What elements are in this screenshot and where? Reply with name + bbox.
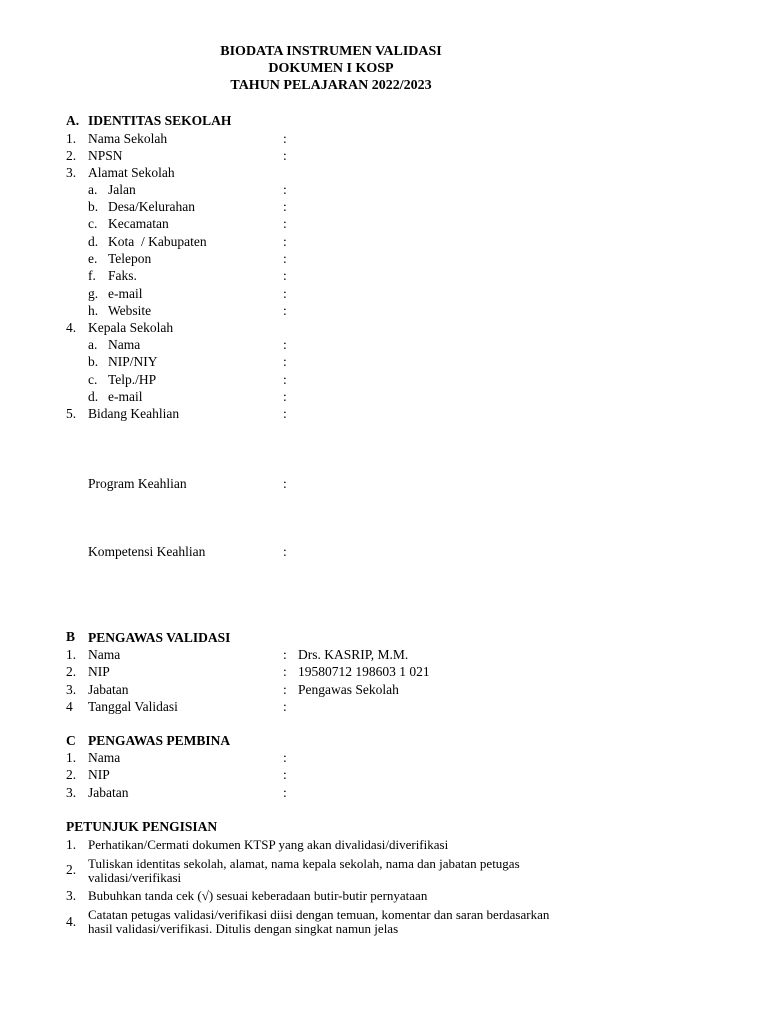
instruction-3-text: Bubuhkan tanda cek (√) sesuai keberadaan butir-butir pernyataan — [88, 888, 428, 903]
item-number: 1. — [66, 131, 77, 146]
item-number: 4 — [66, 699, 73, 714]
section-a-heading: IDENTITAS SEKOLAH — [88, 113, 232, 128]
section-c-letter: C — [66, 733, 76, 748]
field-label-kepala-telp: Telp./HP — [108, 372, 157, 387]
sub-item-letter: e. — [88, 251, 98, 266]
sub-item-letter: a. — [88, 337, 98, 352]
item-number: 5. — [66, 406, 77, 421]
sub-item-letter: h. — [88, 303, 99, 318]
field-colon: : — [283, 354, 287, 369]
field-colon: : — [283, 199, 287, 214]
field-label-bidang-keahlian: Bidang Keahlian — [88, 406, 180, 421]
field-label-npsn: NPSN — [88, 148, 123, 163]
field-colon: : — [283, 303, 287, 318]
sub-item-letter: b. — [88, 354, 99, 369]
field-label-pengawas-nip: NIP — [88, 664, 110, 679]
sub-item-letter: d. — [88, 389, 99, 404]
field-label-nama-sekolah: Nama Sekolah — [88, 131, 168, 146]
instruction-number: 2. — [66, 862, 77, 877]
field-colon: : — [283, 699, 287, 714]
field-colon: : — [283, 148, 287, 163]
field-colon: : — [283, 251, 287, 266]
sub-item-letter: c. — [88, 216, 98, 231]
field-label-kepala-nip: NIP/NIY — [108, 354, 158, 369]
field-colon: : — [283, 286, 287, 301]
field-label-kepala-email: e-mail — [108, 389, 143, 404]
field-label-kepala-nama: Nama — [108, 337, 141, 352]
field-label-jalan: Jalan — [108, 182, 136, 197]
instruction-number: 4. — [66, 914, 77, 929]
instruction-1-text: Perhatikan/Cermati dokumen KTSP yang akan divalidasi/diverifikasi — [88, 837, 449, 852]
field-colon: : — [283, 389, 287, 404]
item-number: 4. — [66, 320, 77, 335]
item-number: 2. — [66, 767, 77, 782]
field-colon: : — [283, 406, 287, 421]
field-label-tanggal-validasi: Tanggal Validasi — [88, 699, 178, 714]
section-c-heading: PENGAWAS PEMBINA — [88, 733, 231, 748]
field-colon: : — [283, 182, 287, 197]
sub-item-letter: b. — [88, 199, 99, 214]
section-a-letter: A. — [66, 113, 80, 128]
item-number: 1. — [66, 647, 77, 662]
sub-item-letter: a. — [88, 182, 98, 197]
field-colon: : — [283, 337, 287, 352]
field-label-kecamatan: Kecamatan — [108, 216, 169, 231]
section-b-heading: PENGAWAS VALIDASI — [88, 630, 231, 645]
field-label-faks: Faks. — [108, 268, 137, 283]
instruction-4-text-line-1: Catatan petugas validasi/verifikasi diisi dengan temuan, komentar dan saran berdasarkan — [88, 907, 550, 922]
field-value-pengawas-jabatan: Pengawas Sekolah — [298, 682, 399, 697]
field-colon: : — [283, 785, 287, 800]
field-label-pembina-jabatan: Jabatan — [88, 785, 129, 800]
petunjuk-heading: PETUNJUK PENGISIAN — [66, 819, 218, 834]
field-colon: : — [283, 268, 287, 283]
field-colon: : — [283, 234, 287, 249]
item-number: 2. — [66, 664, 77, 679]
field-label-pengawas-nama: Nama — [88, 647, 121, 662]
section-b-letter: B — [66, 629, 76, 644]
sub-item-letter: c. — [88, 372, 98, 387]
field-colon: : — [283, 372, 287, 387]
sub-item-letter: f. — [88, 268, 96, 283]
item-number: 2. — [66, 148, 77, 163]
field-label-kepala-sekolah: Kepala Sekolah — [88, 320, 174, 335]
field-value-pengawas-nama: Drs. KASRIP, M.M. — [298, 647, 409, 662]
field-label-desa-kelurahan: Desa/Kelurahan — [108, 199, 195, 214]
instruction-4-text-line-2: hasil validasi/verifikasi. Ditulis dengan singkat namun jelas — [88, 921, 399, 936]
instruction-2-text-line-1: Tuliskan identitas sekolah, alamat, nama kepala sekolah, nama dan jabatan petugas — [88, 856, 520, 871]
item-number: 3. — [66, 785, 77, 800]
field-label-website: Website — [108, 303, 152, 318]
item-number: 1. — [66, 750, 77, 765]
item-number: 3. — [66, 165, 77, 180]
instruction-number: 3. — [66, 888, 77, 903]
field-label-pembina-nip: NIP — [88, 767, 110, 782]
instruction-2-text-line-2: validasi/verifikasi — [88, 870, 182, 885]
field-label-kota-kabupaten: Kota / Kabupaten — [108, 234, 207, 249]
field-label-kompetensi-keahlian: Kompetensi Keahlian — [88, 544, 206, 559]
field-colon: : — [283, 682, 287, 697]
field-colon: : — [283, 476, 287, 491]
field-colon: : — [283, 664, 287, 679]
field-label-alamat-sekolah: Alamat Sekolah — [88, 165, 175, 180]
sub-item-letter: g. — [88, 286, 99, 301]
instruction-number: 1. — [66, 837, 77, 852]
field-colon: : — [283, 131, 287, 146]
field-label-telepon: Telepon — [108, 251, 152, 266]
document-title-line-3: TAHUN PELAJARAN 2022/2023 — [230, 78, 432, 93]
field-colon: : — [283, 544, 287, 559]
field-colon: : — [283, 647, 287, 662]
document-title-line-1: BIODATA INSTRUMEN VALIDASI — [220, 44, 442, 59]
field-colon: : — [283, 750, 287, 765]
field-colon: : — [283, 216, 287, 231]
field-label-email: e-mail — [108, 286, 143, 301]
field-label-pengawas-jabatan: Jabatan — [88, 682, 129, 697]
document-title-line-2: DOKUMEN I KOSP — [268, 61, 394, 76]
field-value-pengawas-nip: 19580712 198603 1 021 — [298, 664, 430, 679]
field-label-program-keahlian: Program Keahlian — [88, 476, 187, 491]
field-colon: : — [283, 767, 287, 782]
item-number: 3. — [66, 682, 77, 697]
sub-item-letter: d. — [88, 234, 99, 249]
field-label-pembina-nama: Nama — [88, 750, 121, 765]
